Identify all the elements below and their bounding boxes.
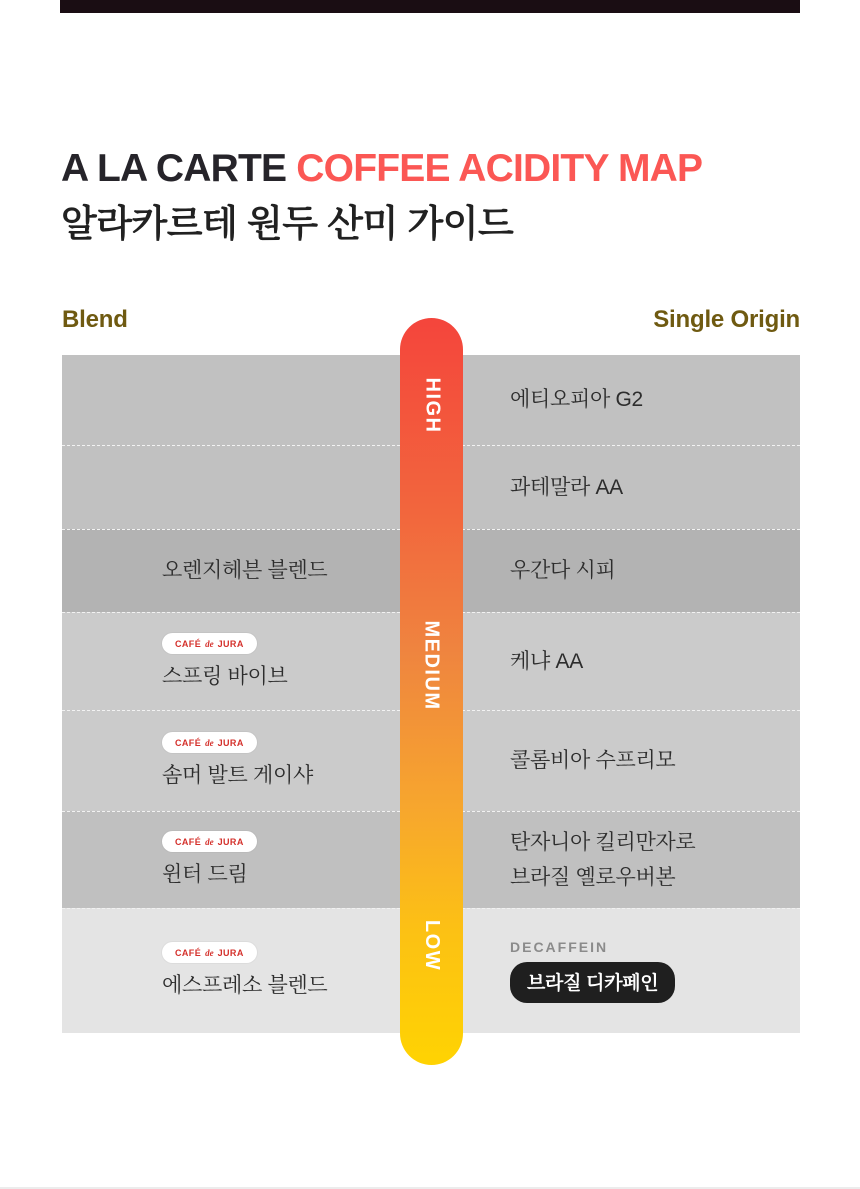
badge-cafe-text: CAFÉ <box>175 948 202 958</box>
column-header-single-origin: Single Origin <box>653 306 800 333</box>
bean-name: 과테말라 AA <box>510 475 623 499</box>
decaffein-pill: 브라질 디카페인 <box>510 962 675 1003</box>
bean-name: 오렌지헤븐 블렌드 <box>162 559 328 582</box>
badge-de-text: de <box>205 738 214 748</box>
blend-cell <box>162 909 392 1033</box>
cafe-de-jura-badge <box>162 831 257 852</box>
bean-name: 브라질 옐로우버본 <box>510 865 676 889</box>
badge-de-text: de <box>205 638 214 649</box>
blend-cell <box>162 530 392 612</box>
single-origin-cell <box>510 909 800 1033</box>
acidity-level-high-text: HIGH <box>421 377 443 433</box>
acidity-level-low-text: LOW <box>421 919 443 971</box>
bean-name: 에스프레소 블렌드 <box>162 974 328 997</box>
badge-jura-text: JURA <box>217 948 244 958</box>
bean-name: 탄자니아 킬리만자로 <box>510 830 696 854</box>
badge-cafe-text: CAFÉ <box>175 738 202 748</box>
page-title-accent: COFFEE ACIDITY MAP <box>296 147 703 190</box>
badge-de-text: de <box>205 948 214 958</box>
single-origin-cell <box>510 711 800 811</box>
single-origin-cell <box>510 812 800 908</box>
page-subtitle: 알라카르테 원두 산미 가이드 <box>61 203 514 244</box>
bean-name: 스프링 바이브 <box>162 664 288 688</box>
badge-jura-text: JURA <box>217 638 244 649</box>
badge-cafe-text: CAFÉ <box>175 638 202 649</box>
bean-name: 케냐 AA <box>510 649 583 673</box>
top-accent-bar <box>60 0 800 13</box>
bean-name: 솜머 발트 게이샤 <box>162 764 313 787</box>
single-origin-cell <box>510 355 800 445</box>
acidity-level-medium-text: MEDIUM <box>421 619 444 711</box>
page-title <box>61 148 801 190</box>
acidity-gradient-bar <box>400 318 463 1065</box>
blend-cell <box>162 812 392 908</box>
single-origin-cell <box>510 446 800 529</box>
single-origin-cell <box>510 613 800 710</box>
cafe-de-jura-badge <box>162 942 257 963</box>
badge-jura-text: JURA <box>217 738 244 748</box>
bean-name: 콜롬비아 수프리모 <box>510 749 676 772</box>
bean-name: 우간다 시피 <box>510 559 616 582</box>
badge-cafe-text: CAFÉ <box>175 837 202 847</box>
cafe-de-jura-badge <box>162 732 257 753</box>
column-header-blend: Blend <box>62 306 128 333</box>
decaffein-label: DECAFFEIN <box>510 939 609 955</box>
page-title-brand: A LA CARTE <box>61 147 297 190</box>
badge-de-text: de <box>205 837 214 847</box>
cafe-de-jura-badge <box>162 633 257 654</box>
badge-jura-text: JURA <box>217 837 244 847</box>
bean-name: 윈터 드림 <box>162 863 248 886</box>
bean-name: 에티오피아 G2 <box>510 388 643 411</box>
single-origin-cell <box>510 530 800 612</box>
blend-cell <box>162 613 392 710</box>
blend-cell <box>162 711 392 811</box>
